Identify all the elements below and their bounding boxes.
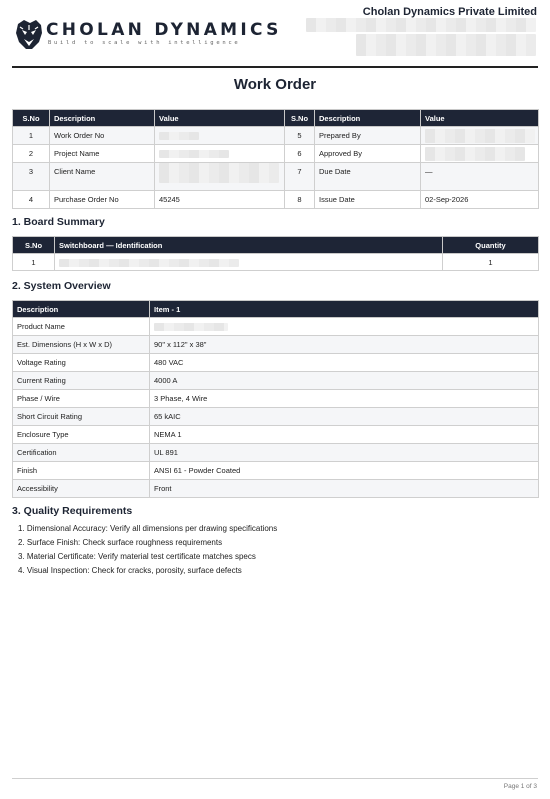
table-row xyxy=(13,390,539,408)
description-cell: Due Date xyxy=(315,163,421,191)
description-cell: Accessibility xyxy=(13,480,150,498)
column-header: Item - 1 xyxy=(150,301,539,318)
list-item: 2. Surface Finish: Check surface roughness requirements xyxy=(18,538,223,547)
table-row xyxy=(13,408,539,426)
description-cell: Client Name xyxy=(50,163,155,191)
redacted-value xyxy=(159,150,229,158)
value-cell: ANSI 61 - Powder Coated xyxy=(150,462,539,480)
value-cell xyxy=(155,127,285,145)
value-cell: Front xyxy=(150,480,539,498)
table-row xyxy=(13,426,539,444)
table-row xyxy=(13,444,539,462)
redacted-address xyxy=(306,18,536,32)
sno-cell: 1 xyxy=(13,254,55,271)
identification-cell xyxy=(55,254,443,271)
redacted-value xyxy=(425,147,525,161)
description-cell: Enclosure Type xyxy=(13,426,150,444)
sno-cell: 1 xyxy=(13,127,50,145)
tiger-logo-icon xyxy=(14,18,44,52)
sno-cell: 4 xyxy=(13,191,50,209)
value-cell: 65 kAIC xyxy=(150,408,539,426)
value-cell: UL 891 xyxy=(150,444,539,462)
table-header-row xyxy=(13,301,539,318)
column-header: S.No xyxy=(285,110,315,127)
column-header: Switchboard — Identification xyxy=(55,237,443,254)
page-number: Page 1 of 3 xyxy=(503,783,537,790)
value-cell: 4000 A xyxy=(150,372,539,390)
table-row xyxy=(13,354,539,372)
document-title: Work Order xyxy=(233,76,317,93)
quantity-cell: 1 xyxy=(443,254,539,271)
value-cell: 3 Phase, 4 Wire xyxy=(150,390,539,408)
redacted-value xyxy=(59,259,239,267)
value-cell xyxy=(150,318,539,336)
description-cell: Current Rating xyxy=(13,372,150,390)
value-cell: 02-Sep-2026 xyxy=(421,191,539,209)
value-cell: 45245 xyxy=(155,191,285,209)
work-order-info-table xyxy=(12,109,539,209)
column-header: Quantity xyxy=(443,237,539,254)
value-cell: 480 VAC xyxy=(150,354,539,372)
section-heading-system-overview: 2. System Overview xyxy=(12,280,111,292)
redacted-value xyxy=(159,163,279,183)
description-cell: Approved By xyxy=(315,145,421,163)
table-row xyxy=(13,318,539,336)
description-cell: Purchase Order No xyxy=(50,191,155,209)
description-cell: Issue Date xyxy=(315,191,421,209)
logo-tagline: Build to scale with intelligence xyxy=(48,40,241,46)
description-cell: Work Order No xyxy=(50,127,155,145)
description-cell: Short Circuit Rating xyxy=(13,408,150,426)
table-row xyxy=(13,462,539,480)
table-row xyxy=(13,127,539,145)
sno-cell: 8 xyxy=(285,191,315,209)
description-cell: Certification xyxy=(13,444,150,462)
column-header: S.No xyxy=(13,110,50,127)
value-cell: — xyxy=(421,163,539,191)
redacted-value xyxy=(159,132,199,140)
value-cell xyxy=(155,163,285,191)
column-header: Description xyxy=(13,301,150,318)
sno-cell: 7 xyxy=(285,163,315,191)
table-row xyxy=(13,145,539,163)
redacted-contact xyxy=(356,34,536,56)
list-item: 1. Dimensional Accuracy: Verify all dimensions per drawing specifications xyxy=(18,524,278,533)
page-header xyxy=(12,0,538,68)
table-header-row xyxy=(13,110,539,127)
table-row xyxy=(13,480,539,498)
column-header: Value xyxy=(155,110,285,127)
description-cell: Phase / Wire xyxy=(13,390,150,408)
redacted-value xyxy=(154,323,228,331)
list-item: 3. Material Certificate: Verify material test certificate matches specs xyxy=(18,552,256,561)
section-heading-quality: 3. Quality Requirements xyxy=(12,505,133,517)
description-cell: Project Name xyxy=(50,145,155,163)
company-name: Cholan Dynamics Private Limited xyxy=(362,6,537,18)
value-cell xyxy=(155,145,285,163)
redacted-value xyxy=(425,129,535,143)
list-item: 4. Visual Inspection: Check for cracks, porosity, surface defects xyxy=(18,566,242,575)
description-cell: Voltage Rating xyxy=(13,354,150,372)
board-summary-table xyxy=(12,236,539,271)
table-row xyxy=(13,163,539,191)
column-header: Description xyxy=(50,110,155,127)
section-heading-board-summary: 1. Board Summary xyxy=(12,216,105,228)
quality-requirements-list xyxy=(18,522,277,578)
table-row xyxy=(13,191,539,209)
value-cell xyxy=(421,127,539,145)
sno-cell: 3 xyxy=(13,163,50,191)
sno-cell: 5 xyxy=(285,127,315,145)
description-cell: Product Name xyxy=(13,318,150,336)
column-header: S.No xyxy=(13,237,55,254)
sno-cell: 6 xyxy=(285,145,315,163)
value-cell xyxy=(421,145,539,163)
value-cell: 90" x 112" x 38" xyxy=(150,336,539,354)
document-page xyxy=(12,0,538,799)
table-row xyxy=(13,336,539,354)
description-cell: Prepared By xyxy=(315,127,421,145)
logo-wordmark: CHOLAN DYNAMICS xyxy=(46,20,282,40)
value-cell: NEMA 1 xyxy=(150,426,539,444)
column-header: Description xyxy=(315,110,421,127)
description-cell: Finish xyxy=(13,462,150,480)
column-header: Value xyxy=(421,110,539,127)
table-row xyxy=(13,254,539,271)
sno-cell: 2 xyxy=(13,145,50,163)
company-logo xyxy=(14,17,282,53)
table-header-row xyxy=(13,237,539,254)
page-footer xyxy=(12,778,538,790)
description-cell: Est. Dimensions (H x W x D) xyxy=(13,336,150,354)
table-row xyxy=(13,372,539,390)
system-overview-table xyxy=(12,300,539,498)
